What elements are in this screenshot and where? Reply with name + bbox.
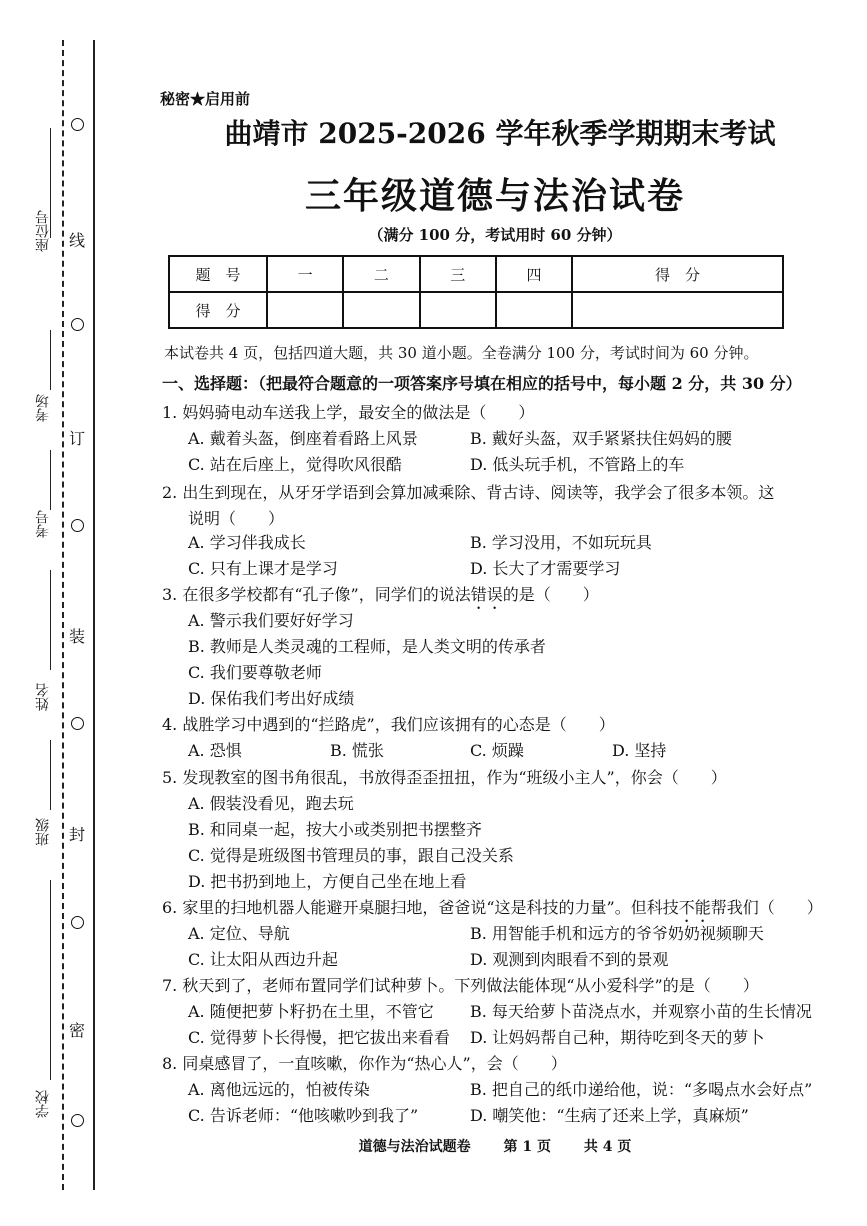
question-stem-continued: 说明（ ） [188,509,285,528]
class-label: 班级 [35,818,51,846]
secret-mark: 秘密★启用前 [160,90,251,108]
score-table-cell: 四 [496,256,572,292]
exam-title: 曲靖市 2025-2026 学年秋季学期期末考试 [224,117,776,150]
option[interactable]: A. 随便把萝卜籽扔在土里，不管它 [188,1002,434,1021]
page-footer [0,1136,867,1156]
subject-title: 三年级道德与法治试卷 [304,175,685,217]
binding-hole [71,1114,84,1127]
score-table-cell: 题 号 [169,256,267,292]
stem-part: 帮我们（ ） [710,898,823,917]
option[interactable]: B. 用智能手机和远方的爷爷奶奶视频聊天 [470,924,764,943]
score-table-cell: 一 [267,256,343,292]
score-table-cell: 二 [343,256,419,292]
option[interactable]: D. 嘲笑他：“生病了还来上学，真麻烦” [470,1106,749,1125]
score-input-cell[interactable] [496,292,572,328]
exam-intro: 本试卷共 4 页，包括四道大题，共 30 道小题。全卷满分 100 分，考试时间为 60 分钟。 [164,344,759,362]
option[interactable]: B. 和同桌一起，按大小或类别把书摆整齐 [188,820,482,839]
option[interactable]: D. 保佑我们考出好成绩 [188,689,355,708]
option[interactable]: C. 我们要尊敬老师 [188,663,322,682]
option[interactable]: B. 教师是人类灵魂的工程师，是人类文明的传承者 [188,637,546,656]
binding-hole [71,717,84,730]
option[interactable]: A. 戴着头盔，倒座着看路上风景 [188,429,418,448]
score-table-cell: 得 分 [572,256,783,292]
option[interactable]: A. 离他远远的，怕被传染 [188,1080,370,1099]
option[interactable]: C. 烦躁 [470,741,524,760]
exam-room-blank[interactable] [50,330,51,390]
stem-part: 3. 在很多学校都有“孔子像”，同学们的说法 [162,585,471,604]
score-input-cell[interactable] [343,292,419,328]
option[interactable]: C. 觉得萝卜长得慢，把它拔出来看看 [188,1028,450,1047]
option[interactable]: B. 戴好头盔，双手紧紧扶住妈妈的腰 [470,429,732,448]
question-stem: 4. 战胜学习中遇到的“拦路虎”，我们应该拥有的心态是（ ） [162,715,615,734]
option[interactable]: A. 假装没看见，跑去玩 [188,794,354,813]
school-label: 学校 [35,1090,51,1118]
full-score-note: （满分 100 分，考试用时 60 分钟） [368,226,622,244]
binding-hole [71,519,84,532]
option[interactable]: D. 把书扔到地上，方便自己坐在地上看 [188,872,467,891]
class-blank[interactable] [50,740,51,810]
footer-page-number: 第 1 页 [503,1139,551,1155]
question-stem: 7. 秋天到了，老师布置同学们试种萝卜。下列做法能体现“从小爱科学”的是（ ） [162,976,759,995]
option[interactable]: A. 学习伴我成长 [188,533,306,552]
option[interactable]: C. 站在后座上，觉得吹风很酷 [188,455,402,474]
score-input-cell[interactable] [420,292,496,328]
binding-hole [71,318,84,331]
option[interactable]: C. 只有上课才是学习 [188,559,338,578]
binding-char-feng: 封 [66,822,88,845]
emphasis-text: 错误 [470,585,503,604]
option[interactable]: B. 学习没用，不如玩玩具 [470,533,652,552]
question-stem: 1. 妈妈骑电动车送我上学，最安全的做法是（ ） [162,403,535,422]
option[interactable]: C. 觉得是班级图书管理员的事，跟自己没关系 [188,846,514,865]
score-table-cell: 三 [420,256,496,292]
stem-part: 6. 家里的扫地机器人能避开桌腿扫地，爸爸说“这是科技的力量”。但科技 [162,898,679,917]
school-blank[interactable] [50,880,51,1080]
binding-char-xian: 线 [66,228,88,251]
option[interactable]: B. 慌张 [330,741,384,760]
section-title: 一、选择题：（把最符合题意的一项答案序号填在相应的括号中，每小题 2 分，共 30 分） [162,374,802,393]
name-label: 姓名 [35,683,51,711]
question-stem: 5. 发现教室的图书角很乱，书放得歪歪扭扭，作为“班级小主人”，你会（ ） [162,768,727,787]
emphasis-text: 不能 [678,898,711,917]
footer-subject: 道德与法治试题卷 [358,1139,471,1155]
score-input-cell[interactable] [572,292,783,328]
question-stem: 8. 同桌感冒了，一直咳嗽，你作为“热心人”，会（ ） [162,1054,567,1073]
option[interactable]: B. 每天给萝卜苗浇点水，并观察小苗的生长情况 [470,1002,812,1021]
exam-number-label: 考号 [35,510,51,538]
name-blank[interactable] [50,570,51,670]
score-table-score-row [169,292,783,328]
score-table [168,255,784,329]
option[interactable]: D. 观测到肉眼看不到的景观 [470,950,669,969]
option[interactable]: C. 让太阳从西边升起 [188,950,338,969]
stem-part: 的是（ ） [502,585,599,604]
seat-number-label: 座位号 [35,210,51,252]
option[interactable]: D. 低头玩手机，不管路上的车 [470,455,685,474]
exam-room-label: 考场 [35,394,51,422]
option[interactable]: A. 警示我们要好好学习 [188,611,354,630]
exam-number-blank[interactable] [50,450,51,510]
score-table-header-row [169,256,783,292]
option[interactable]: B. 把自己的纸巾递给他，说：“多喝点水会好点” [470,1080,813,1099]
option[interactable]: C. 告诉老师：“他咳嗽吵到我了” [188,1106,419,1125]
question-stem: 2. 出生到现在，从牙牙学语到会算加减乘除、背古诗、阅读等，我学会了很多本领。这 [162,483,775,502]
binding-char-zhuang: 装 [66,624,88,647]
option[interactable]: D. 长大了才需要学习 [470,559,621,578]
score-table-cell: 得 分 [169,292,267,328]
option[interactable]: A. 定位、导航 [188,924,290,943]
binding-hole [71,916,84,929]
option[interactable]: D. 让妈妈帮自己种，期待吃到冬天的萝卜 [470,1028,765,1047]
footer-total-pages: 共 4 页 [583,1139,632,1155]
score-input-cell[interactable] [267,292,343,328]
binding-char-mi: 密 [66,1018,88,1041]
option[interactable]: A. 恐惧 [188,741,242,760]
binding-char-ding: 订 [66,426,88,449]
option[interactable]: D. 坚持 [612,741,667,760]
